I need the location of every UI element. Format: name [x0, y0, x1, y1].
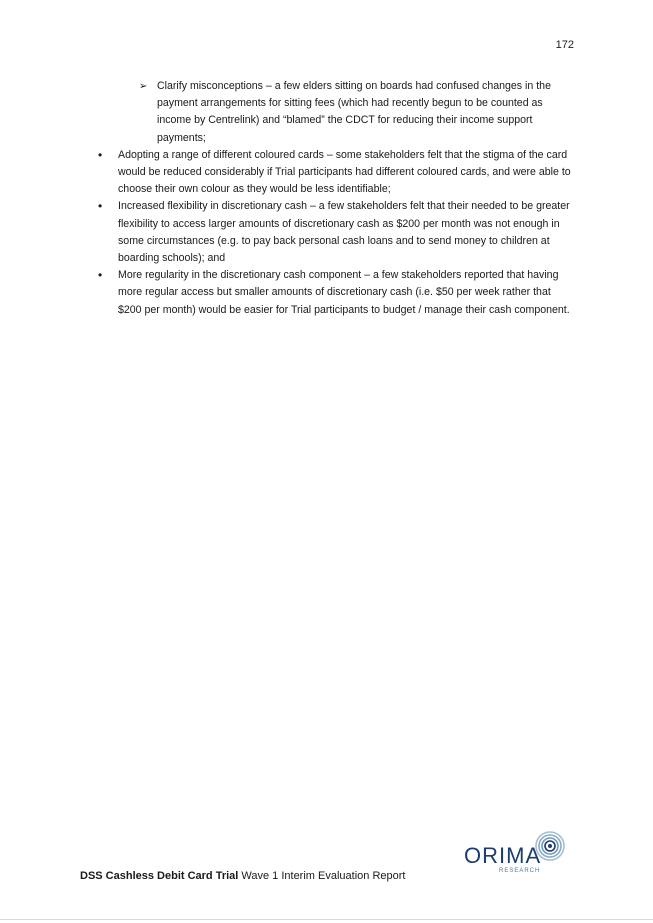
page-number: 172 [555, 39, 574, 51]
body-content [80, 78, 580, 319]
arrow-bullet-icon: ➢ [139, 81, 148, 92]
sub-bullet-item [80, 78, 576, 147]
bullet-dot-icon: • [98, 268, 103, 283]
footer [80, 870, 405, 882]
bullet-item [80, 198, 576, 267]
footer-report-subtitle: Wave 1 Interim Evaluation Report [238, 870, 406, 882]
bullet-dot-icon: • [98, 147, 103, 162]
bullet-text: More regularity in the discretionary cash component – a few stakeholders reported that having more regular access but smaller amounts of discretionary cash (i.e. $50 per week rather that $200 per month) would be easier for Trial participants to budget / manage their cash component. [118, 269, 570, 316]
bullet-item [80, 147, 576, 199]
orima-logo [464, 830, 574, 880]
bullet-item [80, 267, 576, 319]
bullet-text: Adopting a range of different coloured cards – some stakeholders felt that the stigma of the card would be reduced considerably if Trial participants had different coloured cards, and were able to choose their own colour as they would be less identifiable; [118, 148, 571, 196]
logo-rings-icon [534, 830, 566, 862]
sub-bullet-text: Clarify misconceptions – a few elders sitting on boards had confused changes in the payment arrangements for sitting fees (which had recently begun to be counted as income by Centrelink) and “blamed” the CDCT for reducing their income support payments; [157, 80, 551, 144]
logo-subtitle: RESEARCH [499, 868, 541, 874]
page-bottom-divider [0, 919, 653, 920]
bullet-text: Increased flexibility in discretionary cash – a few stakeholders felt that their needed to be greater flexibility to access larger amounts of discretionary cash as $200 per month was not enough in some circumstances (e.g. to pay back personal cash loans and to send money to children at boarding schools); and [118, 200, 570, 265]
bullet-dot-icon: • [98, 199, 103, 214]
logo-wordmark: ORIMA [464, 843, 542, 868]
footer-report-title: DSS Cashless Debit Card Trial [80, 870, 239, 882]
